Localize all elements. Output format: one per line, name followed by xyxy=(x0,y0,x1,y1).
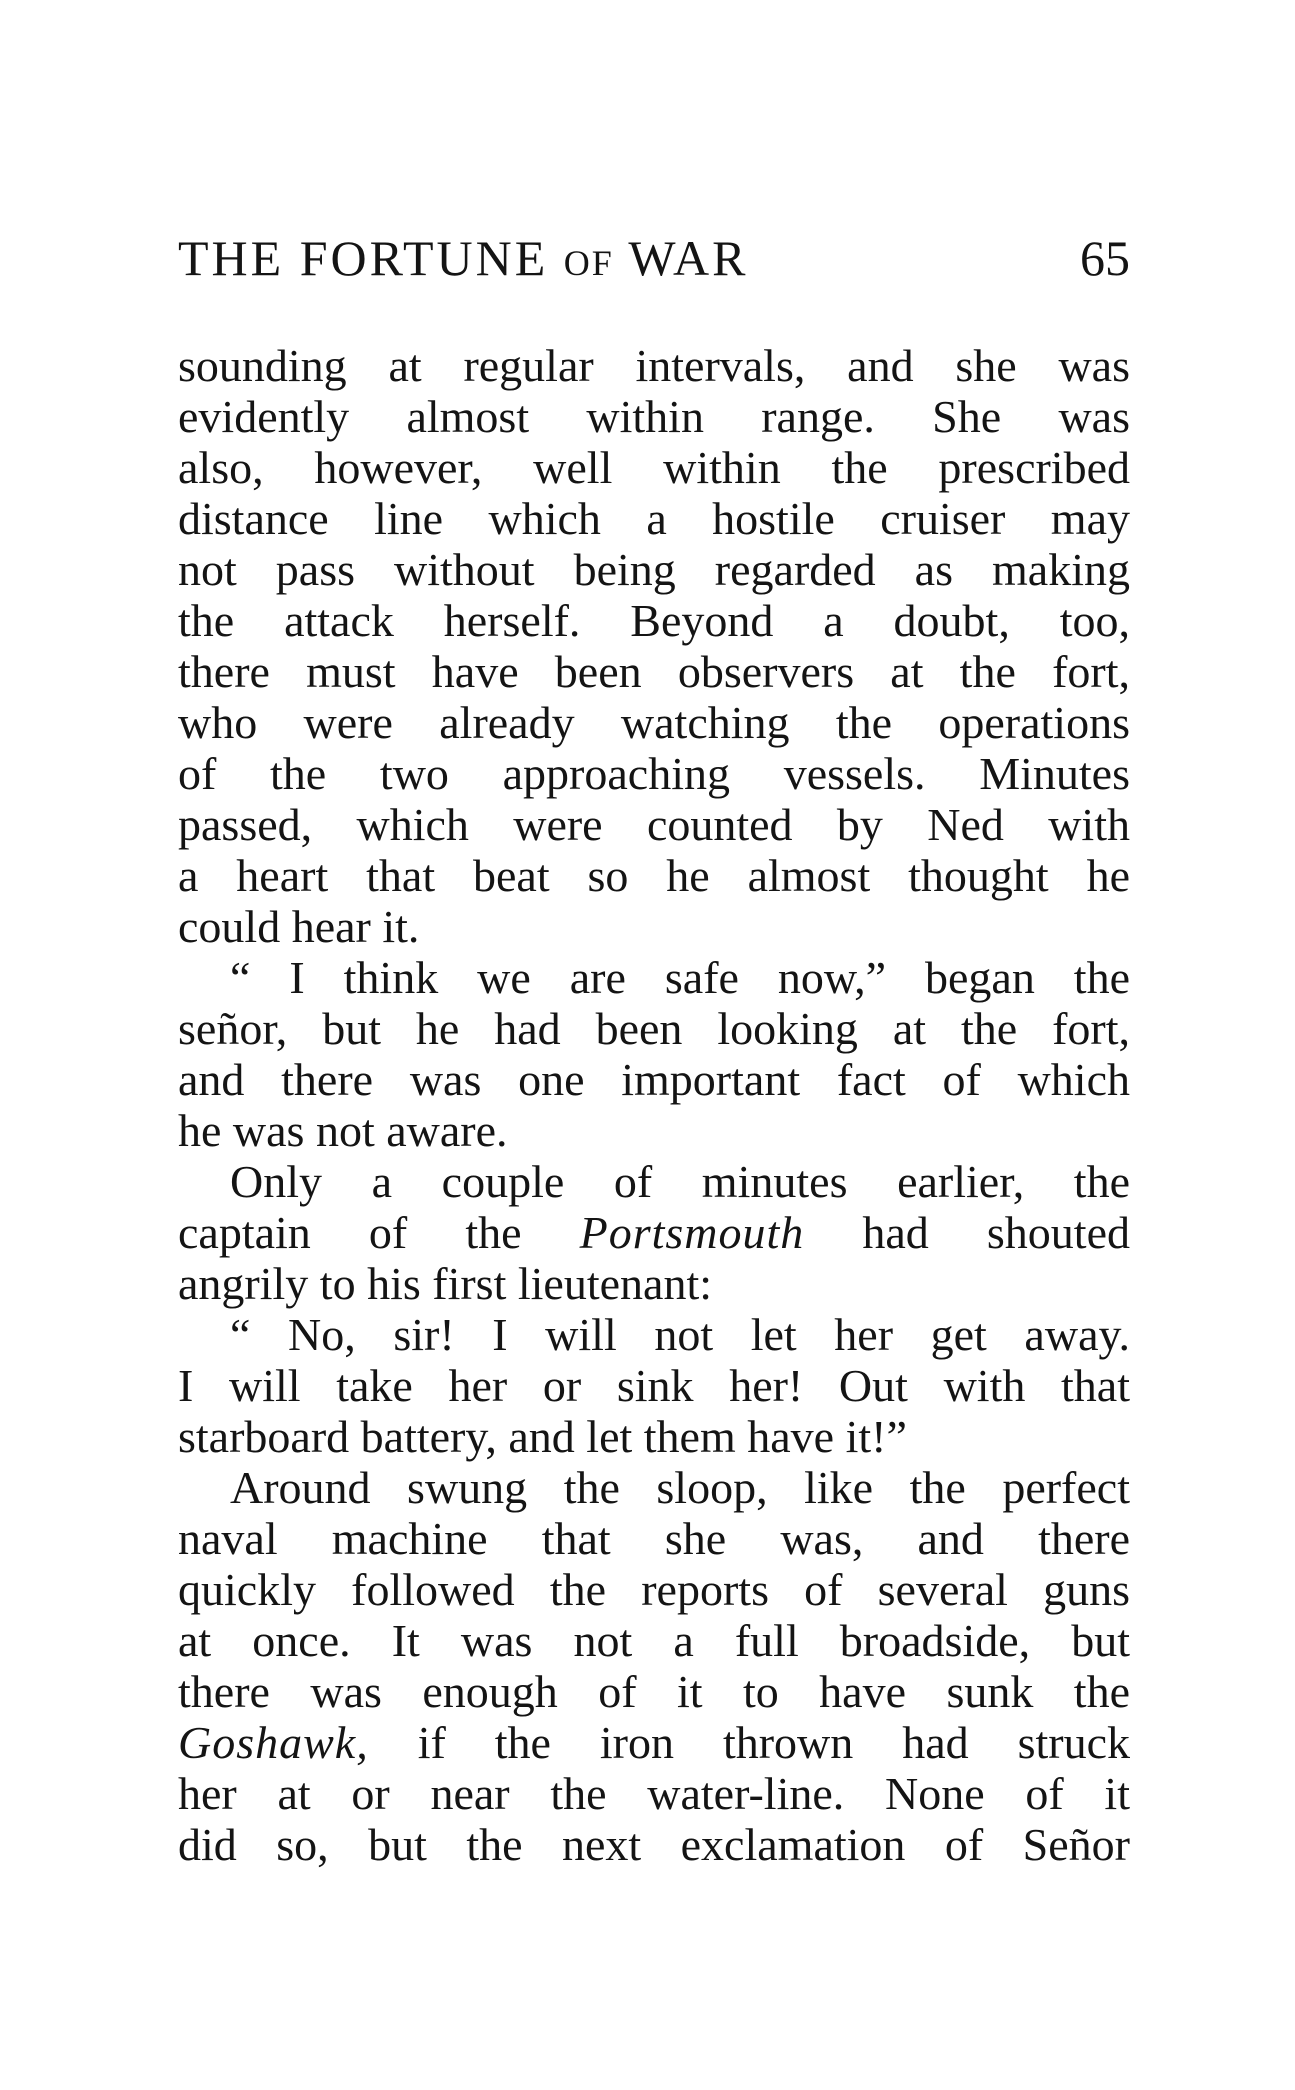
text-line: Only a couple of minutes earlier, the xyxy=(230,1156,1130,1207)
text-line: did so, but the next exclamation of Señor xyxy=(178,1819,1130,1870)
text-line xyxy=(178,1207,1130,1258)
page-header xyxy=(178,228,1130,288)
text-line xyxy=(178,1717,1130,1768)
text-line: starboard battery, and let them have it!” xyxy=(178,1411,907,1462)
text-line: her at or near the water-line. None of it xyxy=(178,1768,1130,1819)
text-line: there must have been observers at the fort, xyxy=(178,646,1130,697)
running-title-start: THE FORTUNE xyxy=(178,230,564,286)
text-line: señor, but he had been looking at the fort, xyxy=(178,1003,1130,1054)
text-line: there was enough of it to have sunk the xyxy=(178,1666,1130,1717)
text-line: a heart that beat so he almost thought he xyxy=(178,850,1130,901)
text-line: the attack herself. Beyond a doubt, too, xyxy=(178,595,1130,646)
page-number: 65 xyxy=(1080,230,1130,286)
text-line: naval machine that she was, and there xyxy=(178,1513,1130,1564)
text-line: and there was one important fact of which xyxy=(178,1054,1130,1105)
text-line: of the two approaching vessels. Minutes xyxy=(178,748,1130,799)
text-line: angrily to his first lieutenant: xyxy=(178,1258,713,1309)
running-title-of: OF xyxy=(563,243,614,283)
text-line: quickly followed the reports of several guns xyxy=(178,1564,1130,1615)
text-line: distance line which a hostile cruiser may xyxy=(178,493,1130,544)
text-run: captain of the xyxy=(178,1207,580,1258)
text-line: “ No, sir! I will not let her get away. xyxy=(230,1309,1130,1360)
text-line: “ I think we are safe now,” began the xyxy=(230,952,1130,1003)
body-text xyxy=(178,340,1130,1870)
text-line: passed, which were counted by Ned with xyxy=(178,799,1130,850)
text-line: sounding at regular intervals, and she was xyxy=(178,340,1130,391)
text-line: not pass without being regarded as making xyxy=(178,544,1130,595)
text-line: also, however, well within the prescribed xyxy=(178,442,1130,493)
text-line: he was not aware. xyxy=(178,1105,508,1156)
text-run: if the iron thrown had struck xyxy=(368,1717,1130,1768)
text-line: at once. It was not a full broadside, but xyxy=(178,1615,1130,1666)
running-title-end: WAR xyxy=(613,230,749,286)
text-line: who were already watching the operations xyxy=(178,697,1130,748)
running-title xyxy=(178,228,749,293)
ship-name-portsmouth: Portsmouth xyxy=(579,1207,805,1258)
text-line: could hear it. xyxy=(178,901,420,952)
ship-name-goshawk: Goshawk, xyxy=(178,1717,369,1768)
text-line: evidently almost within range. She was xyxy=(178,391,1130,442)
text-line: I will take her or sink her! Out with that xyxy=(178,1360,1130,1411)
text-line: Around swung the sloop, like the perfect xyxy=(230,1462,1130,1513)
text-run: had shouted xyxy=(804,1207,1130,1258)
